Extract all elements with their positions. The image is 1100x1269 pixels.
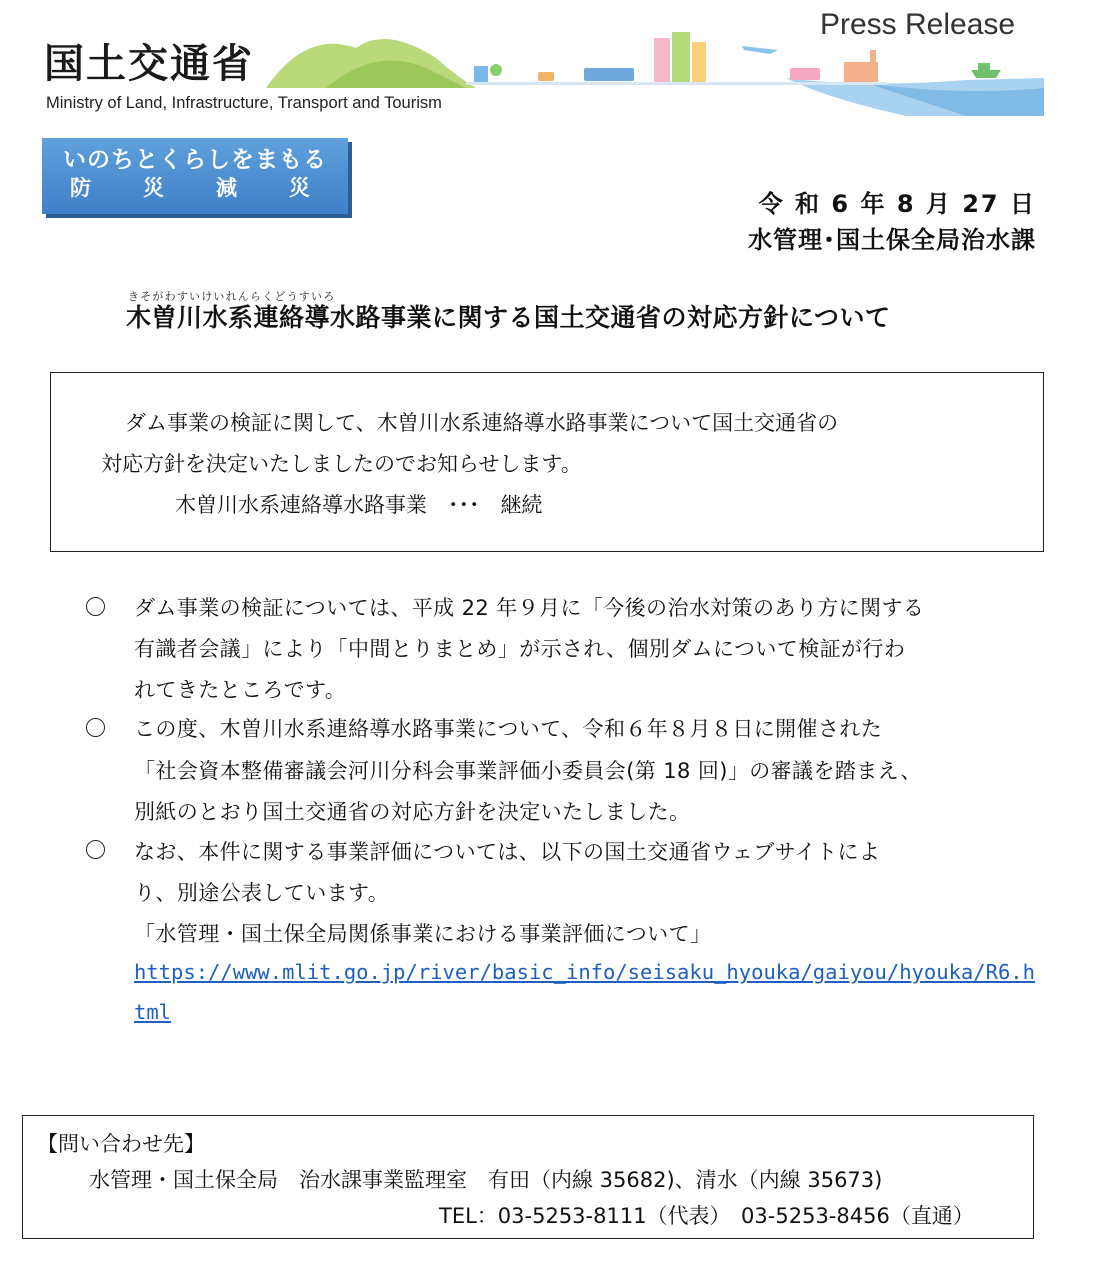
bullet-text-line: この度、木曽川水系連絡導水路事業について、令和６年８月８日に開催された	[134, 717, 883, 741]
department-name: 水管理･国土保全局治水課	[748, 226, 1036, 254]
bullet-text-line: 有識者会議」により「中間とりまとめ」が示され、個別ダムについて検証が行わ	[134, 637, 906, 661]
ministry-english-name: Ministry of Land, Infrastructure, Transport and Tourism	[46, 94, 442, 112]
evaluation-website-link-continued[interactable]: tml	[134, 1000, 172, 1024]
bullet-text-line: ダム事業の検証については、平成 22 年９月に「今後の治水対策のあり方に関する	[134, 596, 925, 620]
summary-line: 対応方針を決定いたしましたのでお知らせします。	[101, 452, 582, 476]
document-title: 木曽川水系連絡導水路事業に関する国土交通省の対応方針について	[126, 303, 891, 332]
bullet-circle-icon	[86, 597, 105, 616]
badge-char: 減	[216, 176, 237, 200]
disaster-prevention-badge	[42, 138, 348, 214]
press-release-label: Press Release	[820, 8, 1016, 41]
badge-subtitle	[42, 174, 348, 202]
bullet-text-line: 「水管理・国土保全局関係事業における事業評価について」	[134, 922, 712, 946]
bullet-text-line: り、別途公表しています。	[134, 881, 390, 905]
evaluation-website-link[interactable]: https://www.mlit.go.jp/river/basic_info/seisaku_hyouka/gaiyou/hyouka/R6.h	[134, 960, 1035, 984]
contact-person-line: 水管理・国土保全局 治水課事業監理室 有田（内線 35682)、清水（内線 35673)	[89, 1168, 883, 1192]
bullet-text-line: 別紙のとおり国土交通省の対応方針を決定いたしました。	[134, 800, 691, 824]
contact-heading: 【問い合わせ先】	[37, 1132, 205, 1156]
bullet-text-line: 「社会資本整備審議会河川分科会事業評価小委員会(第 18 回)」の審議を踏まえ、	[134, 759, 922, 783]
bullet-circle-icon	[86, 840, 105, 859]
badge-char: 災	[143, 176, 164, 200]
summary-line: 木曽川水系連絡導水路事業 ･･･ 継続	[175, 493, 543, 517]
bullet-text-line: れてきたところです。	[134, 678, 347, 702]
bullet-circle-icon	[86, 718, 105, 737]
contact-box	[22, 1115, 1034, 1239]
header-banner-illustration	[266, 28, 1044, 116]
bullet-text-line: なお、本件に関する事業評価については、以下の国土交通省ウェブサイトによ	[134, 840, 881, 864]
summary-box	[50, 372, 1044, 552]
ministry-logo-text: 国土交通省	[44, 41, 254, 87]
badge-char: 防	[70, 176, 91, 200]
badge-slogan: いのちとくらしをまもる	[63, 147, 327, 173]
summary-line: ダム事業の検証に関して、木曽川水系連絡導水路事業について国土交通省の	[125, 411, 839, 435]
release-date: 令 和 6 年 8 月 27 日	[758, 190, 1036, 218]
title-ruby: きそがわすいけいれんらくどうすいろ	[128, 290, 336, 303]
badge-char: 災	[289, 176, 310, 200]
contact-phone-line: TEL：03-5253-8111（代表） 03-5253-8456（直通）	[439, 1204, 974, 1228]
